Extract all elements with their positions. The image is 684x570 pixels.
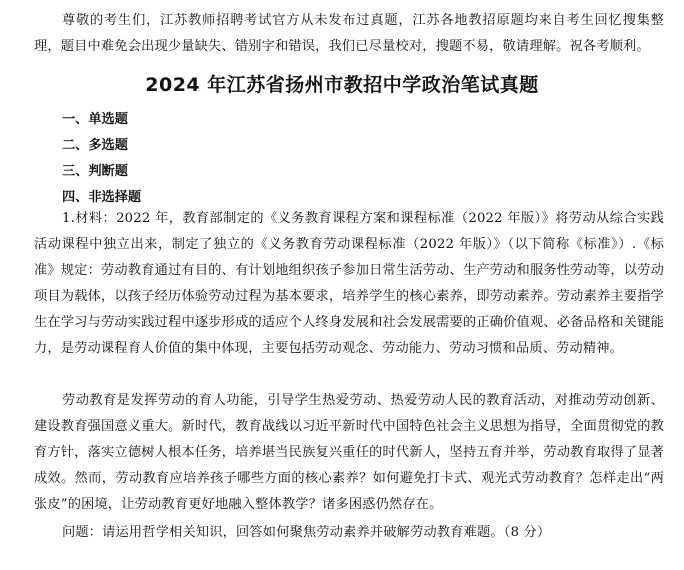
material-paragraph-2: 劳动教育是发挥劳动的育人功能，引导学生热爱劳动、热爱劳动人民的教育活动，对推动劳动创新、建设教育强国意义重大。新时代，教育战线以习近平新时代中国特色社会主义思想为指导，全面贯彻党的教育方针，落实立德树人根本任务，培养堪当民族复兴重任的时代新人，坚持五育并举，劳动教育取得了显著成效。然而，劳动教育应培养孩子哪些方面的核心素养？如何避免打卡式、观光式劳动教育？怎样走出“两张皮”的困境，让劳动教育更好地融入整体教学？诸多困惑仍然存在。: [34, 393, 664, 512]
section-heading-non-choice: 四、非选择题: [62, 190, 142, 205]
material-paragraph-1: 1.材料：2022 年，教育部制定的《义务教育课程方案和课程标准（2022 年版）》将劳动从综合实践活动课程中独立出来，制定了独立的《义务教育劳动课程标准（2022 年版）》（以下简称《标准》）.《标准》规定：劳动教育通过有目的、有计划地组织孩子参加日常生活劳动、生产劳动和服务性劳动等，以劳动项目为载体，以孩子经历体验劳动过程为基本要求，培养学生的核心素养，即劳动素养。劳动素养主要指学生在学习与劳动实践过程中逐步形成的适应个人终身发展和社会发展需要的正确价值观、必备品格和关键能力，是劳动课程育人价值的集中体现，主要包括劳动观念、劳动能力、劳动习惯和品质、劳动精神。: [34, 211, 664, 356]
section-heading-single-choice: 一、单选题: [62, 112, 128, 127]
intro-paragraph: 尊敬的考生们，江苏教师招聘考试官方从未发布过真题，江苏各地教招原题均来自考生回忆搜集整理，题目中难免会出现少量缺失、错别字和错误，我们已尽量校对，搜题不易，敬请理解。祝各考顺利。: [34, 13, 664, 54]
question-prompt: 问题：请运用哲学相关知识，回答如何聚焦劳动素养并破解劳动教育难题。（8 分）: [62, 525, 551, 540]
section-heading-true-false: 三、判断题: [62, 164, 128, 179]
section-heading-multiple-choice: 二、多选题: [62, 138, 128, 153]
page-title: 2024 年江苏省扬州市教招中学政治笔试真题: [145, 74, 539, 96]
